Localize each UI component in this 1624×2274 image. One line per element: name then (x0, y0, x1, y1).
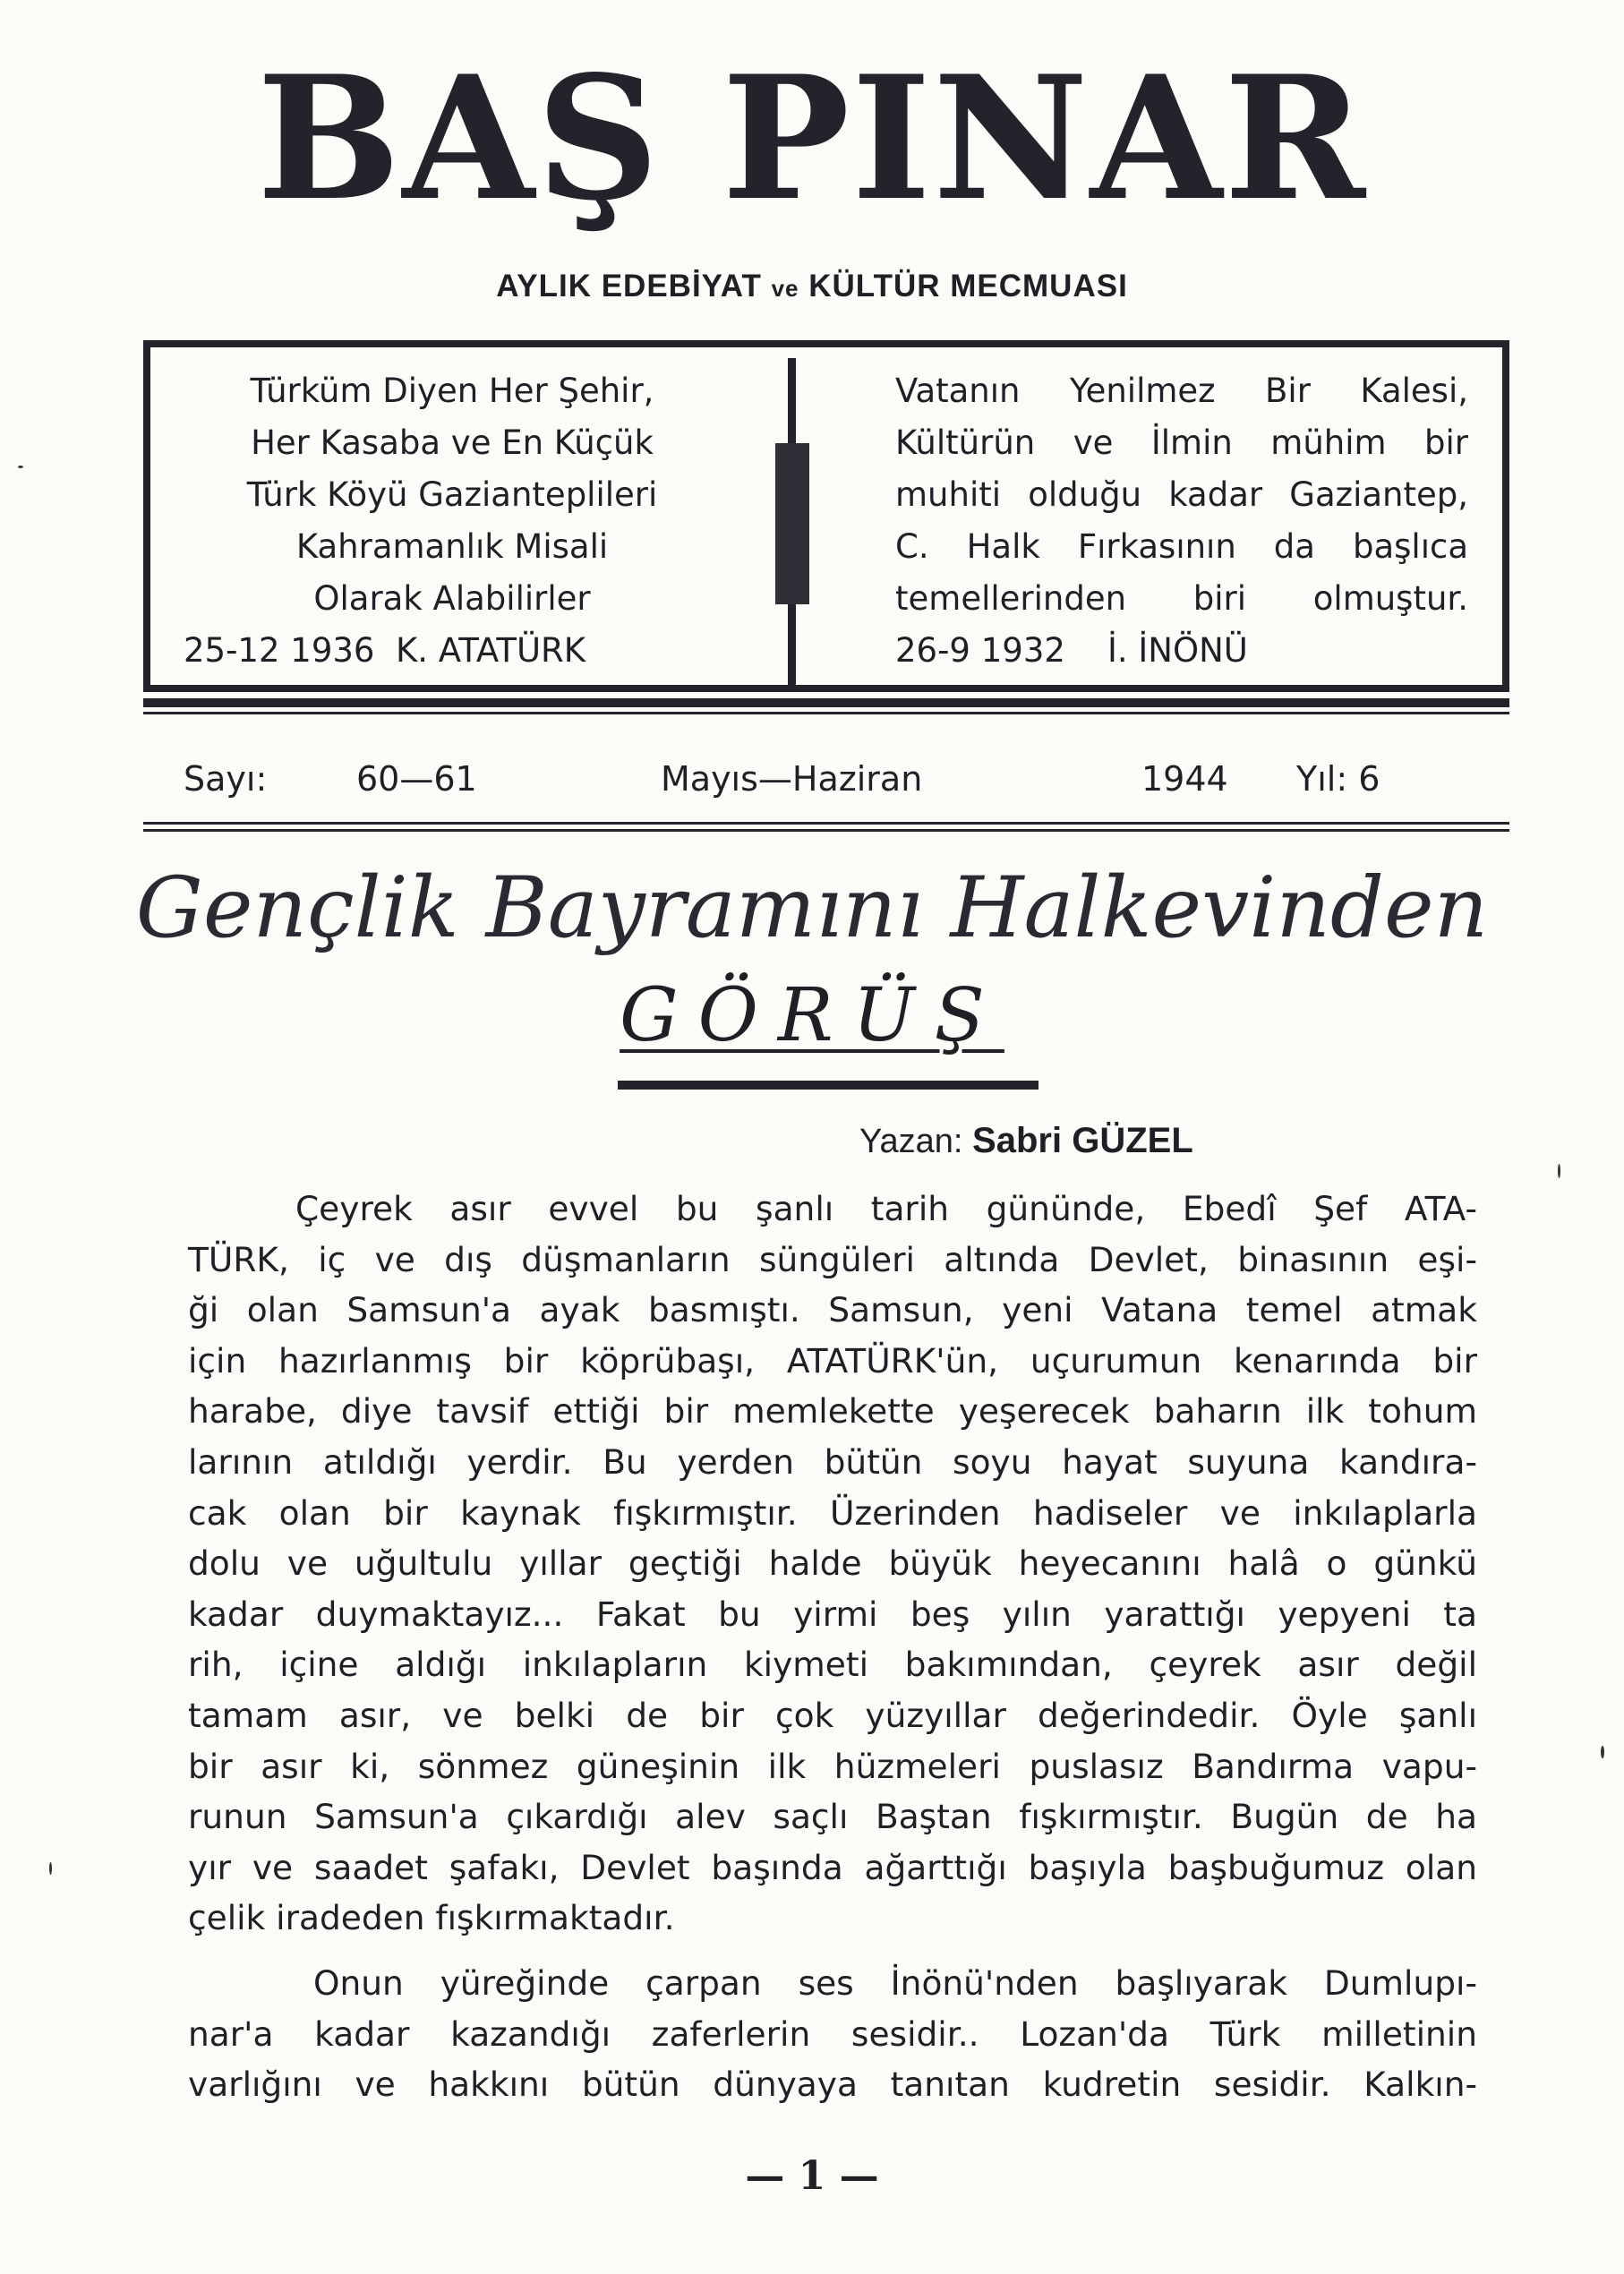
article-author: Sabri GÜZEL (972, 1121, 1193, 1160)
issue-label: Sayı: (184, 759, 268, 799)
text-line: cak olan bir kaynak fışkırmıştır. Üzerinden hadiseler ve inkılaplarla (188, 1492, 1477, 1533)
text-line: TÜRK, iç ve dış düşmanların süngüleri altında Devlet, binasının eşi- (188, 1239, 1477, 1279)
header-rule-thick (143, 698, 1509, 707)
subtitle-part2: KÜLTÜR MECMUASI (808, 269, 1128, 303)
issue-number: 60—61 (356, 759, 477, 799)
issue-year: 1944 (1141, 759, 1228, 799)
quote-author: K. ATATÜRK (395, 631, 586, 670)
issue-rule (143, 829, 1509, 832)
text-line: ği olan Samsun'a ayak basmıştı. Samsun, yeni Vatana temel atmak (188, 1290, 1477, 1330)
article-paragraph-1 (188, 1184, 1477, 1944)
quote-line: Türk Köyü Gazianteplileri (246, 475, 658, 514)
masthead-title: BAŞ PINAR (256, 38, 1368, 238)
quote-line: Kültürün ve İlmin mühim bir (895, 423, 1468, 462)
quote-line: C. Halk Fırkasının da başlıca (895, 527, 1468, 566)
article-paragraph-2 (188, 1958, 1477, 2110)
text-line: runun Samsun'a çıkardığı alev saçlı Baştan fışkırmıştır. Bugün de ha (188, 1797, 1477, 1837)
header-rule-thin (143, 712, 1509, 714)
quote-line: Her Kasaba ve En Küçük (251, 423, 654, 462)
text-line: kadar duymaktayız... Fakat bu yirmi beş yılın yarattığı yepyeni ta (188, 1594, 1477, 1634)
quote-line: Vatanın Yenilmez Bir Kalesi, (895, 372, 1468, 410)
subtitle-ve: ve (771, 275, 799, 302)
text-line: için hazırlanmış bir köprübaşı, ATATÜRK'ün, uçurumun kenarında bir (188, 1340, 1477, 1381)
byline-label: Yazan: (859, 1123, 963, 1160)
headline-bar (618, 1081, 1039, 1090)
text-line: rih, içine aldığı inkılapların kiymeti bakımından, çeyrek asır değil (188, 1645, 1477, 1685)
quote-ataturk (184, 365, 721, 677)
text-line: nar'a kadar kazandığı zaferlerin sesidir.. Lozan'da Türk milletinin (188, 2013, 1477, 2054)
quote-signature (895, 625, 1468, 677)
masthead-subtitle (0, 269, 1624, 304)
text-line: dolu ve uğultulu yıllar geçtiği halde büyük heyecanını halâ o günkü (188, 1543, 1477, 1584)
text-line: Onun yüreğinde çarpan ses İnönü'nden başlıyarak Dumlupı- (313, 1963, 1477, 2003)
quote-inonu (895, 365, 1468, 677)
subtitle-part1: AYLIK EDEBİYAT (496, 269, 762, 303)
quote-line: Olarak Alabilirler (313, 579, 591, 618)
text-line: larının atıldığı yerdir. Bu yerden bütün soyu hayat suyuna kandıra- (188, 1441, 1477, 1482)
text-line: harabe, diye tavsif ettiği bir memlekette yeşerecek baharın ilk tohum (188, 1391, 1477, 1432)
quote-line: Kahramanlık Misali (295, 527, 609, 566)
scan-speck (49, 1862, 52, 1875)
text-line: çelik iradeden fışkırmaktadır. (188, 1898, 675, 1938)
issue-rule (143, 822, 1509, 825)
article-subtitle: GÖRÜŞ (620, 973, 1004, 1058)
quote-date: 26-9 1932 (895, 631, 1065, 670)
quote-author: İ. İNÖNÜ (1107, 631, 1248, 670)
page-number: — 1 — (745, 2153, 879, 2199)
quote-date: 25-12 1936 (184, 631, 375, 670)
quote-line: muhiti olduğu kadar Gaziantep, (895, 475, 1468, 514)
article-title: Gençlik Bayramını Halkevinden (135, 859, 1489, 957)
quote-divider-ornament (775, 443, 809, 604)
issue-volume: Yıl: 6 (1296, 759, 1380, 799)
text-line: yır ve saadet şafakı, Devlet başında ağarttığı başıyla başbuğumuz olan (188, 1847, 1477, 1887)
quote-line: temellerinden biri olmuştur. (895, 579, 1468, 618)
quote-signature (184, 625, 721, 677)
issue-months: Mayıs—Haziran (661, 759, 923, 799)
scan-speck (1601, 1746, 1604, 1758)
scan-speck (1558, 1164, 1560, 1178)
byline (859, 1121, 1193, 1161)
scan-speck (18, 466, 23, 468)
quote-line: Türküm Diyen Her Şehir, (250, 372, 654, 410)
text-line: tamam asır, ve belki de bir çok yüzyıllar değerindedir. Öyle şanlı (188, 1695, 1477, 1735)
text-line: bir asır ki, sönmez güneşinin ilk hüzmeleri puslasız Bandırma vapu- (188, 1746, 1477, 1786)
text-line: varlığını ve hakkını bütün dünyaya tanıtan kudretin sesidir. Kalkın- (188, 2065, 1477, 2105)
text-line: Çeyrek asır evvel bu şanlı tarih gününde, Ebedî Şef ATA- (295, 1189, 1477, 1228)
